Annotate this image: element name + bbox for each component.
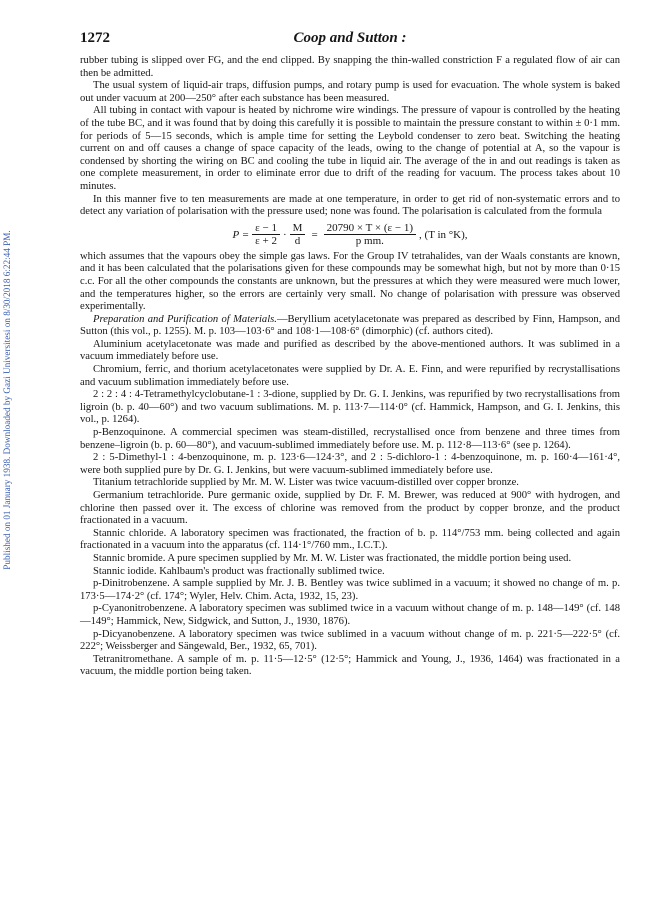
- paragraph: [80, 314, 620, 339]
- formula-denominator: d: [294, 235, 301, 248]
- paragraph: rubber tubing is slipped over FG, and the end clipped. By snapping the thin-walled constriction F a regulated flow of air can then be admitted.: [80, 55, 620, 79]
- watermark-text: Published on 01 January 1938. Downloaded by Gazi Universitesi on 8/30/2018 6:22:44 PM.: [2, 230, 12, 570]
- formula-fraction: [324, 222, 416, 247]
- paragraph: p-Dicyanobenzene. A laboratory specimen was twice sublimed in a vacuum without change of m. p. 221·5—222·5° (cf. 222°; Weissberger and Sängewald, Ber., 1932, 65, 701).: [80, 628, 620, 653]
- body-text: [80, 55, 620, 679]
- paragraph: p-Dinitrobenzene. A sample supplied by Mr. J. B. Bentley was twice sublimed in a vacuum; it showed no change of m. p. 173·5—174·2° (cf. 174°; Wyler, Helv. Chim. Acta, 1932, 15, 23).: [80, 578, 620, 602]
- paragraph: Germanium tetrachloride. Pure germanic oxide, supplied by Dr. F. M. Brewer, was reduced at 900° with hydrogen, and chlorine then passed over it. The excess of chlorine was removed from the product by copper bronze, and the product fractionated in a vacuum.: [80, 490, 620, 527]
- paragraph: Stannic iodide. Kahlbaum's product was fractionally sublimed twice.: [93, 565, 385, 577]
- paragraph: Chromium, ferric, and thorium acetylacetonates were supplied by Dr. A. E. Finn, and were repurified by recrystallisations and vacuum sublimation immediately before use.: [80, 364, 620, 388]
- paragraph: The usual system of liquid-air traps, diffusion pumps, and rotary pump is used for evacuation. The whole system is baked out under vacuum at 200—250° after each substance has been measured.: [80, 80, 620, 104]
- formula-numerator: 20790 × T × (ε − 1): [324, 222, 416, 235]
- paragraph: Titanium tetrachloride supplied by Mr. M. W. Lister was twice vacuum-distilled over copper bronze.: [93, 477, 519, 489]
- section-heading: Preparation and Purification of Materials.: [93, 313, 277, 325]
- paragraph: which assumes that the vapours obey the simple gas laws. For the Group IV tetrahalides, van der Waals constants are known, and it has been calculated that the polarisations given for these compounds may be somewhat high, but not by more than 0·15 c.c. For all the other compounds the constants are unknown, but the pressures at which they were measured were much lower, and the temperatures higher, so the errors are certainly very small. No change of polarisation with pressure was observed experimentally.: [80, 250, 620, 313]
- formula-dot: ·: [282, 228, 287, 241]
- formula-lhs: P =: [232, 228, 250, 241]
- paragraph: p-Benzoquinone. A commercial specimen was steam-distilled, recrystallised once from benzene and three times from benzene–ligroin (b. p. 60—80°), and vacuum-sublimed immediately before use. M. p. 112·8—113·6° (see p. 1264).: [80, 427, 620, 451]
- paragraph: In this manner five to ten measurements are made at one temperature, in order to get rid of non-systematic errors and to detect any variation of polarisation with the pressure used; none was found. The polarisation is calculated from the formula: [80, 193, 620, 218]
- formula-equals: =: [311, 228, 318, 241]
- formula-numerator: ε − 1: [252, 222, 280, 235]
- formula-denominator: p mm.: [355, 235, 384, 248]
- paragraph: 2 : 2 : 4 : 4-Tetramethylcyclobutane-1 : 3-dione, supplied by Dr. G. I. Jenkins, was repurified by two recrystallisations from ligroin (b. p. 40—60°) and two vacuum sublimations. M. p. 113·7—114·0° (cf. Hammick, Hampson, and G. I. Jenkins, this vol., p. 1264).: [80, 389, 620, 426]
- paragraph-text: —Beryllium acetylacetonate was prepared as described by Finn, Hampson, and Sutton (this vol., p. 1255). M. p. 103—103·6° and 108·1—108·6° (dimorphic) (cf. authors cited).: [80, 313, 620, 338]
- paragraph: Tetranitromethane. A sample of m. p. 11·5—12·5° (12·5°; Hammick and Young, J., 1936, 1464) was fractionated in a vacuum, the middle portion being taken.: [80, 653, 620, 678]
- page-header: [80, 30, 620, 50]
- page-number: 1272: [80, 30, 110, 46]
- paragraph: 2 : 5-Dimethyl-1 : 4-benzoquinone, m. p. 123·6—124·3°, and 2 : 5-dichloro-1 : 4-benzoquinone, m. p. 160·4—161·4°, were both supplied pure by Dr. G. I. Jenkins, but were vacuum-sublimed immediately before use.: [80, 452, 620, 476]
- paragraph: Stannic bromide. A pure specimen supplied by Mr. M. W. Lister was fractionated, the middle portion being used.: [93, 552, 572, 564]
- download-watermark: [0, 150, 14, 650]
- formula-fraction: [290, 222, 306, 247]
- paragraph: Stannic chloride. A laboratory specimen was fractionated, the fraction of b. p. 114°/753 mm. being collected and again fractionated in a vacuum into the apparatus (cf. 114·1°/760 mm., I.C.T.).: [80, 527, 620, 552]
- paragraph: p-Cyanonitrobenzene. A laboratory specimen was sublimed twice in a vacuum without change of m. p. 148—149° (cf. 148—149°; Hammick, New, Sidgwick, and Sutton, J., 1930, 1876).: [80, 603, 620, 627]
- formula-tail: , (T in °K),: [419, 228, 468, 241]
- paragraph: Aluminium acetylacetonate was made and purified as described by the above-mentioned authors. It was sublimed in a vacuum immediately before use.: [80, 338, 620, 363]
- formula-numerator: M: [290, 222, 306, 235]
- polarisation-formula: [80, 220, 620, 250]
- journal-page: [80, 30, 620, 679]
- paragraph: All tubing in contact with vapour is heated by nichrome wire windings. The pressure of vapour is controlled by the heating of the tube BC, and it was found that by doing this carefully it is possible to maintain the pressure constant to within ± 0·1 mm. for periods of 5—15 seconds, which is ample time for setting the Leybold condenser to zero beat. Switching the heating current on and off causes a change of space capacity of the leads, owing to the change of potential at A, so the vapour is condensed by shorting the wiring on BC and cooling the tube in liquid air. The average of the in and out readings is taken as one complete measurement, in order to eliminate error due to drift of the reading for vacuum. The process takes about 10 minutes.: [80, 105, 620, 192]
- formula-denominator: ε + 2: [255, 235, 277, 248]
- formula-fraction: [252, 222, 280, 247]
- running-title: Coop and Sutton :: [293, 30, 407, 46]
